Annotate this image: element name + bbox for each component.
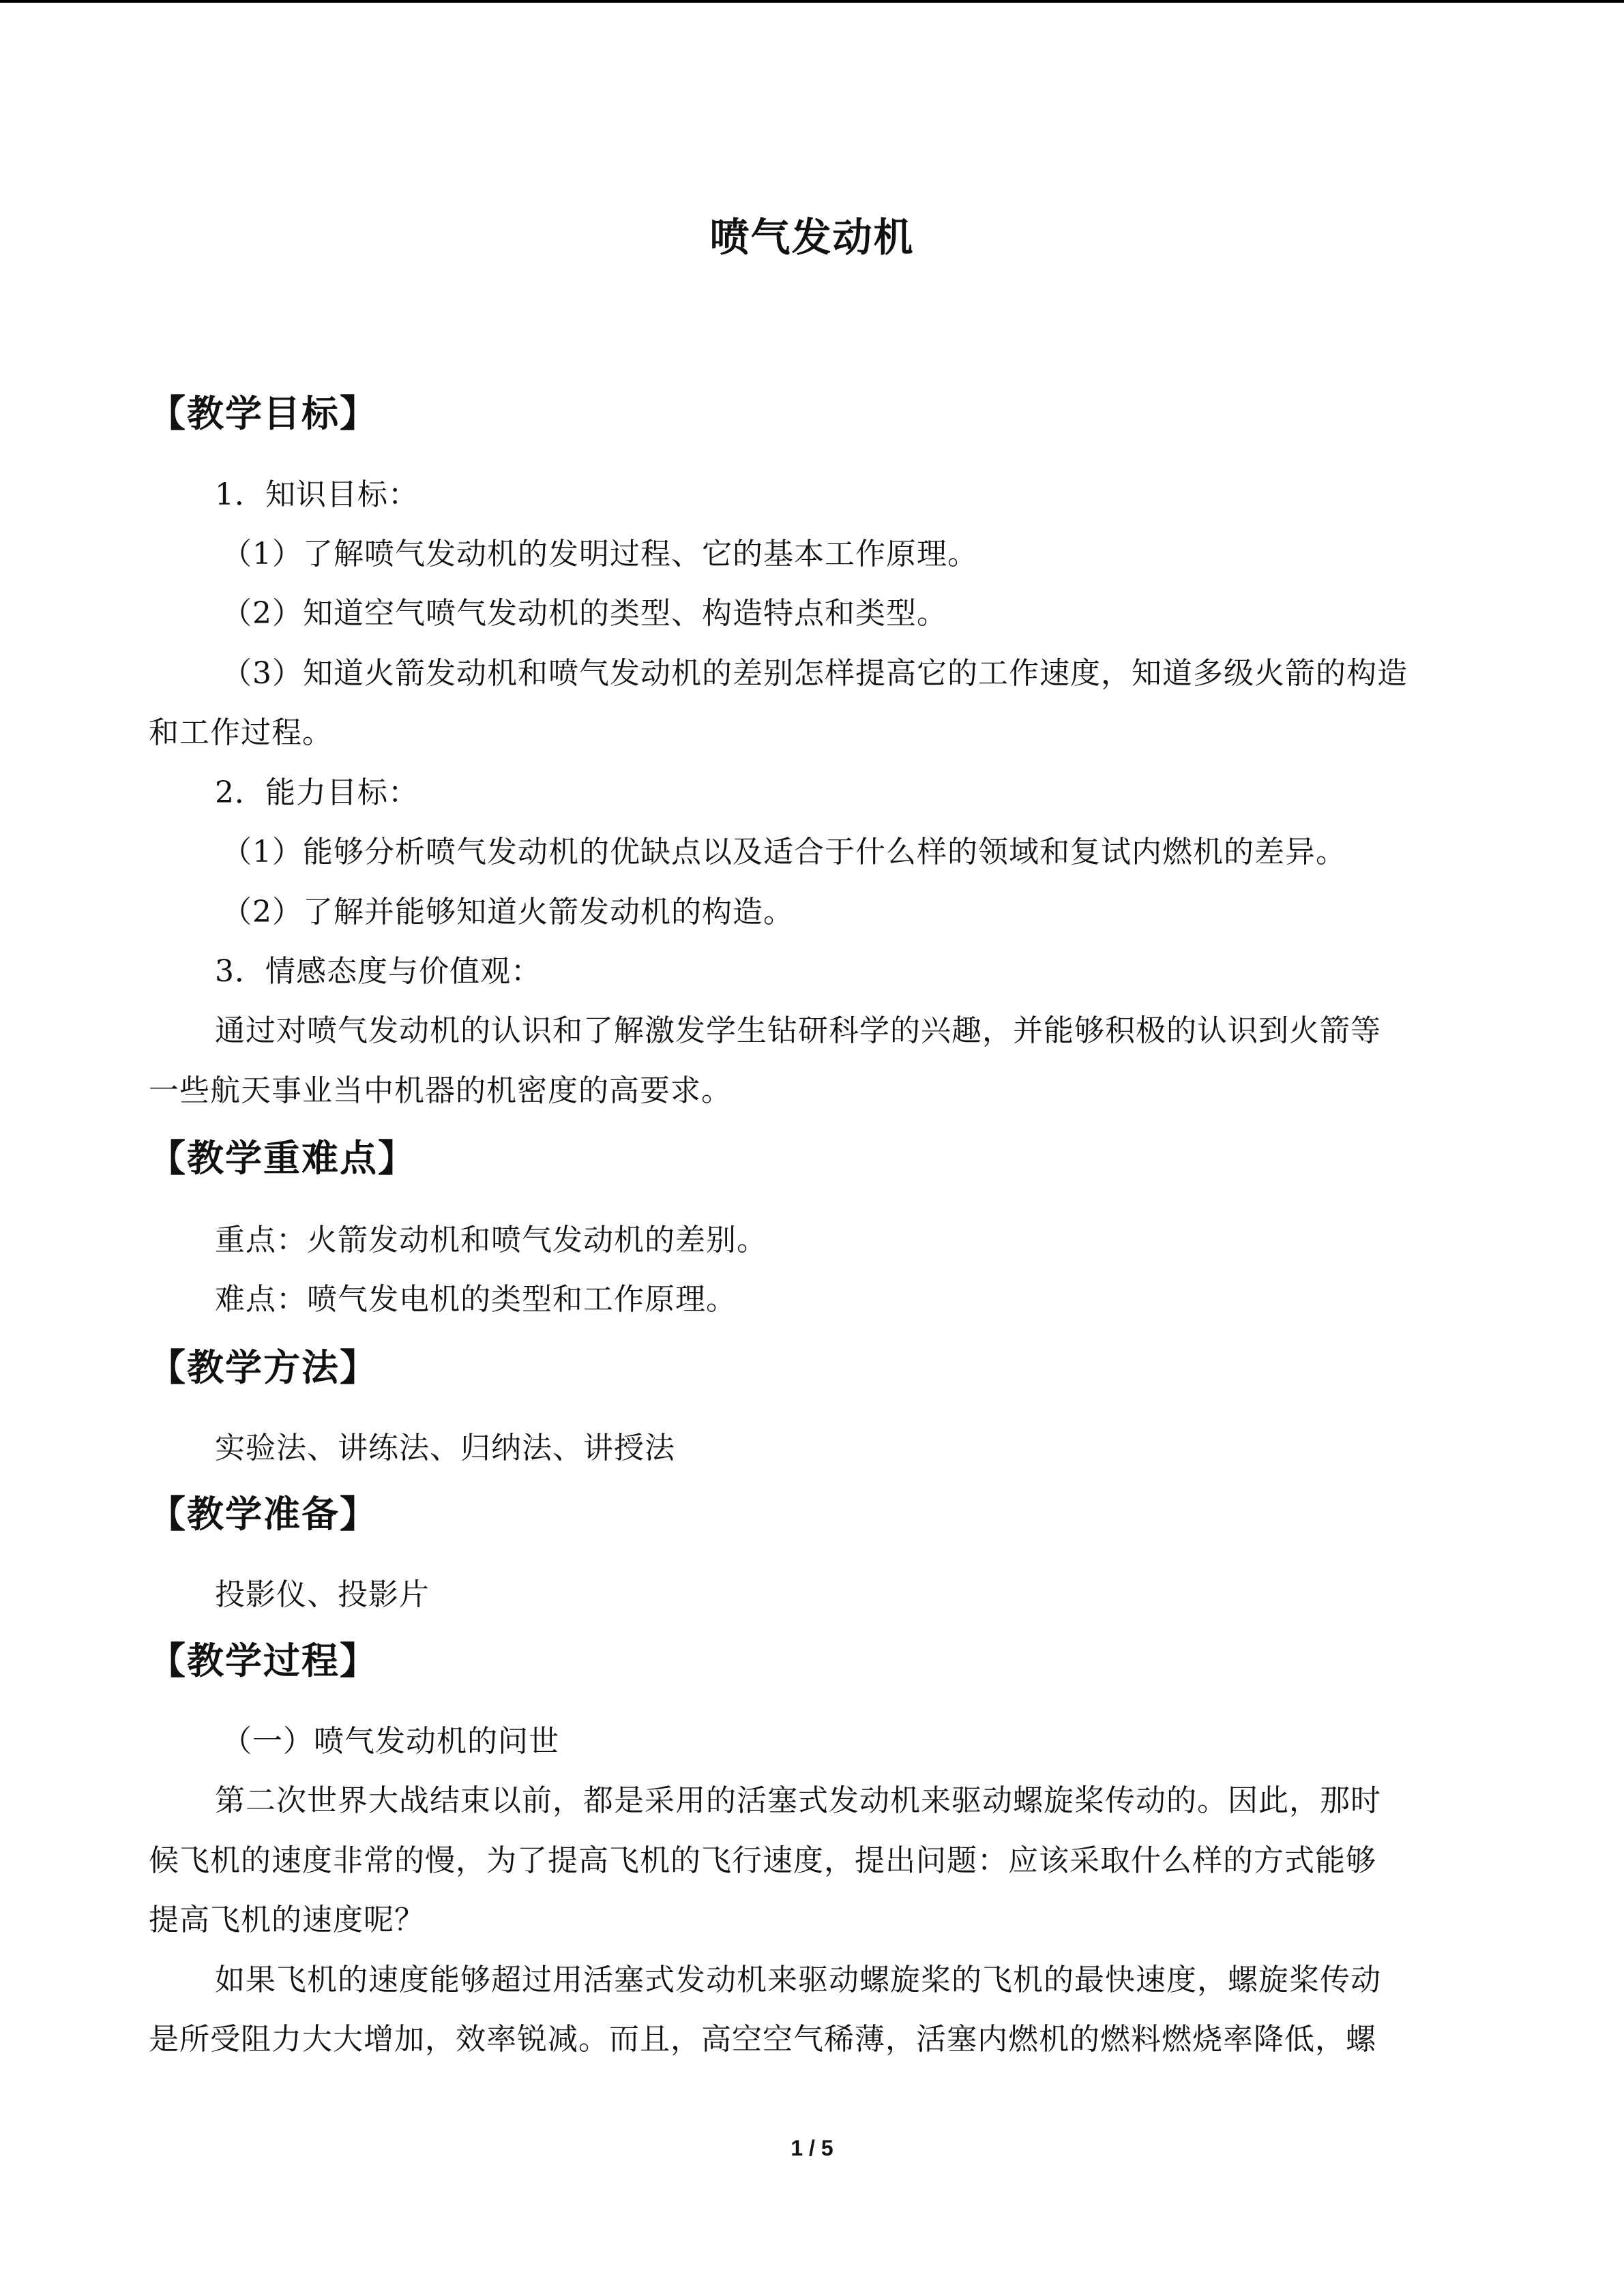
objective-knowledge-item-3: （3）知道火箭发动机和喷气发动机的差别怎样提高它的工作速度，知道多级火箭的构造 <box>222 656 1408 691</box>
objective-knowledge-item-2: （2）知道空气喷气发动机的类型、构造特点和类型。 <box>222 596 947 631</box>
section-heading-preparation: 【教学准备】 <box>149 1492 378 1536</box>
objective-attitude-text-cont: 一些航天事业当中机器的机密度的高要求。 <box>149 1073 732 1108</box>
objective-attitude-label: 3．情感态度与价值观： <box>215 954 542 989</box>
objective-attitude-text: 通过对喷气发动机的认识和了解激发学生钻研科学的兴趣，并能够积极的认识到火箭等 <box>215 1013 1381 1048</box>
difficult-point-text: 难点：喷气发电机的类型和工作原理。 <box>215 1282 737 1317</box>
objective-ability-item-2: （2）了解并能够知道火箭发动机的构造。 <box>222 895 794 929</box>
preparation-text: 投影仪、投影片 <box>215 1577 430 1612</box>
process-paragraph-1-line-1: 第二次世界大战结束以前，都是采用的活塞式发动机来驱动螺旋桨传动的。因此，那时 <box>215 1783 1381 1818</box>
process-paragraph-2-line-2: 是所受阻力大大增加，效率锐减。而且，高空空气稀薄，活塞内燃机的燃料燃烧率降低，螺 <box>149 2022 1376 2057</box>
process-paragraph-1-line-2: 候飞机的速度非常的慢，为了提高飞机的飞行速度，提出问题：应该采取什么样的方式能够 <box>149 1843 1376 1878</box>
key-point-text: 重点：火箭发动机和喷气发动机的差别。 <box>215 1223 767 1257</box>
section-heading-process: 【教学过程】 <box>149 1639 378 1682</box>
objective-ability-label: 2．能力目标： <box>215 775 419 810</box>
page-number: 1 / 5 <box>791 2136 833 2160</box>
objective-knowledge-item-3-cont: 和工作过程。 <box>149 715 333 750</box>
objective-knowledge-item-1: （1）了解喷气发动机的发明过程、它的基本工作原理。 <box>222 537 978 571</box>
document-title: 喷气发动机 <box>709 214 915 260</box>
section-heading-objectives: 【教学目标】 <box>149 391 378 435</box>
process-paragraph-2-line-1: 如果飞机的速度能够超过用活塞式发动机来驱动螺旋桨的飞机的最快速度，螺旋桨传动 <box>215 1963 1381 1997</box>
section-heading-key-points: 【教学重难点】 <box>149 1136 416 1180</box>
methods-text: 实验法、讲练法、归纳法、讲授法 <box>215 1431 675 1465</box>
process-paragraph-1-line-3: 提高飞机的速度呢？ <box>149 1903 425 1937</box>
objective-ability-item-1: （1）能够分析喷气发动机的优缺点以及适合于什么样的领域和复试内燃机的差异。 <box>222 835 1346 869</box>
objective-knowledge-label: 1．知识目标： <box>215 477 419 512</box>
section-heading-methods: 【教学方法】 <box>149 1345 378 1389</box>
process-subheading-1: （一）喷气发动机的问世 <box>222 1724 559 1759</box>
